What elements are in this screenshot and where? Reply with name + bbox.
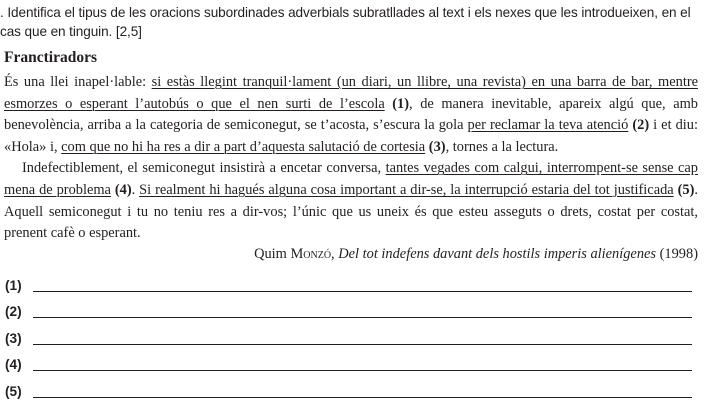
plain-text: Indefectiblement, el semiconegut insistirà a encetar conversa, (22, 160, 386, 177)
answer-line[interactable] (33, 344, 692, 345)
publication-year: (1998) (659, 246, 698, 262)
answer-line[interactable] (33, 317, 692, 318)
marker-1: (1) (392, 95, 410, 112)
source-citation: Quim Monzó, Del tot indefens davant dels hostils imperis alienígenes (1998) (254, 246, 698, 262)
text-title: Franctiradors (4, 49, 97, 66)
answer-row-3 (5, 329, 695, 355)
answer-row-5 (5, 382, 695, 408)
answer-row-2 (5, 302, 695, 328)
book-title: Del tot indefens davant dels hostils imperis alienígenes (338, 246, 657, 262)
answer-line[interactable] (33, 291, 692, 292)
marker-5: (5) (677, 181, 695, 198)
answer-line[interactable] (33, 397, 692, 398)
paragraph-2 (4, 158, 698, 244)
marker-2: (2) (632, 117, 650, 134)
plain-text: i et diu: «Hola» i, (4, 117, 698, 155)
underlined-clause-4: tantes vegades com calgui, interrompent-se sense cap mena de problema (4, 160, 698, 198)
plain-text: , de manera inevitable, apareix algú que, amb benevolència, arriba a la categoria de semiconegut, se t’acosta, s’escura la gola (4, 95, 698, 134)
answer-label: (1) (5, 278, 22, 293)
answer-label: (5) (5, 383, 22, 399)
marker-3: (3) (428, 138, 446, 155)
marker-4: (4) (114, 181, 132, 198)
author-last-name: Monzó (290, 246, 332, 262)
answer-label: (2) (5, 304, 22, 320)
answer-label: (4) (5, 357, 22, 373)
author-first-name: Quim (254, 246, 287, 262)
excerpt-text (4, 72, 698, 245)
plain-text: . (131, 181, 140, 198)
answer-row-1 (5, 276, 695, 302)
underlined-clause-3: com que no hi ha res a dir a part d’aquesta salutació de cortesia (61, 138, 426, 155)
underlined-clause-5: Si realment hi hagués alguna cosa important a dir-se, la interrupció estaria del tot justificada (139, 181, 674, 198)
answer-label: (3) (5, 330, 22, 346)
answer-lines (5, 276, 695, 408)
plain-text: És una llei inapel·lable: (4, 74, 152, 90)
answer-row-4 (5, 355, 695, 381)
underlined-clause-1: si estàs llegint tranquil·lament (un diari, un llibre, una revista) en una barra de bar, mentre esmorzes o esperant l’autobús o que el nen surti de l’escola (4, 74, 699, 112)
answer-line[interactable] (33, 370, 692, 371)
paragraph-1 (4, 72, 698, 158)
plain-text: , tornes a la lectura. (445, 138, 559, 155)
exercise-instruction: . Identifica el tipus de les oracions subordinades adverbials subratllades al text i els nexes que les introdueixen, en el cas que en tinguin. [2,5] (0, 5, 691, 39)
plain-text: . Aquell semiconegut i tu no teniu res a dir-vos; l’únic que us uneix és que esteu asseguts o drets, costat per costat, prenent cafè o esperant. (4, 181, 698, 242)
underlined-clause-2: per reclamar la teva atenció (467, 117, 629, 134)
